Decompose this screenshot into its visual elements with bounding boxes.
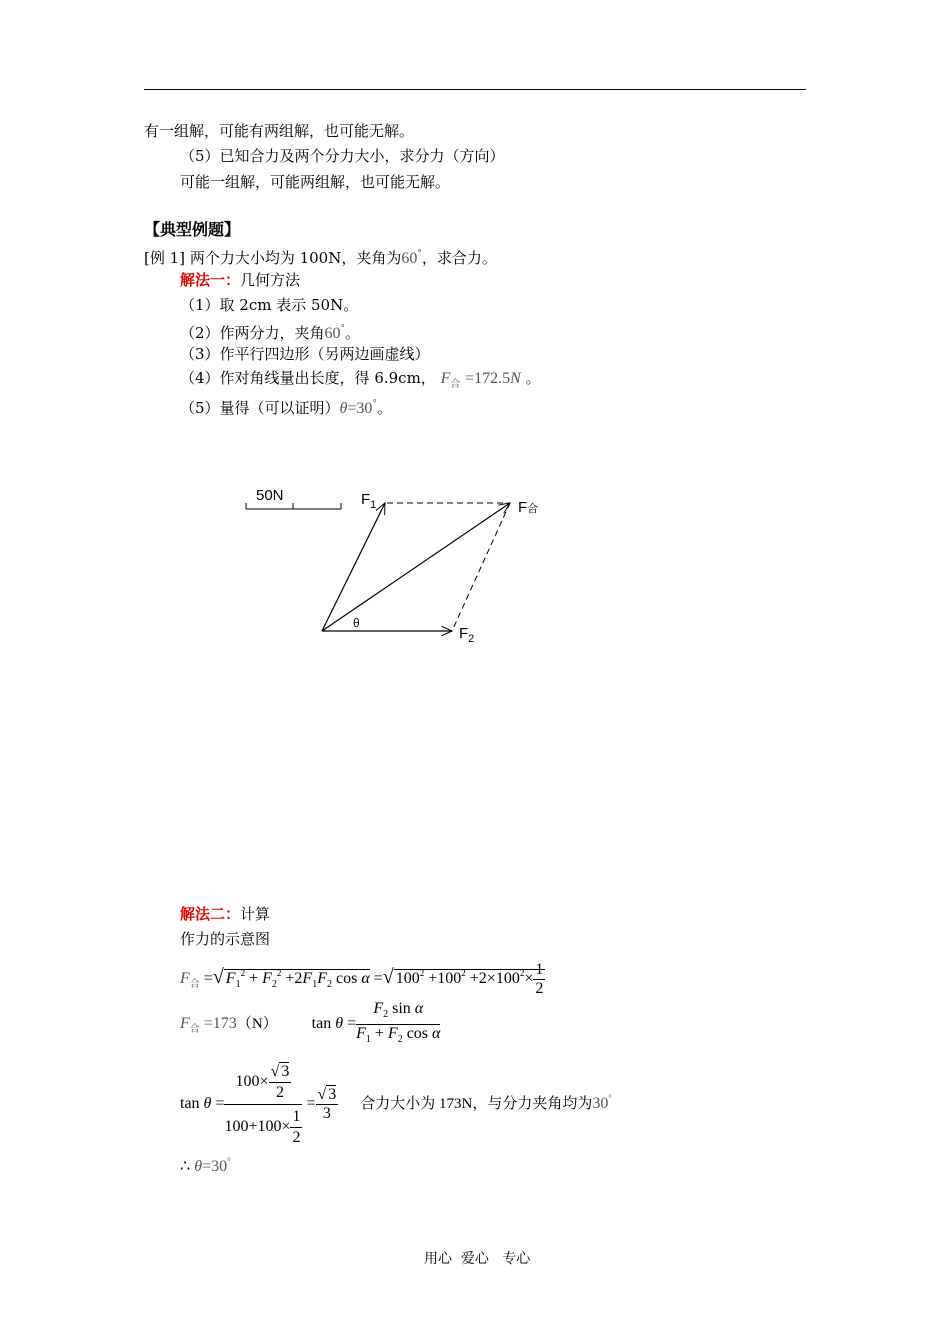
page-footer: 用心 爱心 专心 — [424, 1251, 531, 1267]
method-1-step-2 — [180, 319, 360, 344]
step-2-angle: 60 — [324, 325, 341, 342]
step-5-degree: ° — [372, 399, 377, 409]
eq2-unit: （N） — [236, 1016, 278, 1033]
method-1-label: 解法一： — [180, 271, 241, 289]
eq2-tan: tan — [311, 1015, 332, 1033]
eq3-equals-2: = — [306, 1095, 316, 1112]
eq3-conclusion: 合力大小为 173N，与分力夹角均为 — [360, 1096, 593, 1112]
method-1-heading — [180, 270, 300, 290]
eq1-radical-1: √ — [212, 966, 224, 988]
step-4-value: =172.5 — [465, 370, 511, 387]
theta-label: θ — [353, 616, 360, 630]
eq1-radical-2: √ — [382, 966, 394, 988]
final-result — [180, 1150, 231, 1178]
step-4-text: （4）作对角线量出长度，得 6.9cm， — [180, 369, 436, 387]
question-text-a: 两个力大小均为 100N，夹角为 — [189, 249, 402, 267]
eq3-degree: ° — [608, 1093, 612, 1103]
method-1-step-4 — [180, 368, 541, 395]
eq2-F: F — [180, 1015, 190, 1033]
eq1-sub: 合 — [189, 979, 200, 990]
eq1-radicand-2: $100^2 +100^2 +2\times 100^2\times$ $\frac{1}{2}$ — [395, 960, 544, 997]
question-text-b: ，求合力。 — [421, 249, 497, 267]
step-5-end: 。 — [376, 399, 392, 417]
eq1-radicand-1: $F_1^2 + F_2^2 +2F_1F_2$ cos α — [225, 968, 370, 990]
eq2-sub: 合 — [189, 1024, 200, 1036]
method-1-title: 几何方法 — [240, 271, 301, 289]
fhe-label: F合 — [518, 499, 539, 516]
angle-value: 60 — [401, 250, 418, 267]
header-rule — [144, 89, 806, 90]
eq3-result: $\frac{√ 3}{3}$ — [317, 1085, 337, 1122]
eq2-value: =173 — [203, 1015, 237, 1033]
final-value: =30 — [202, 1158, 228, 1175]
step-4-unit: N — [510, 370, 521, 387]
eq1-half: $\frac{1}{2}$ — [535, 960, 544, 997]
eq1-equals: = — [203, 970, 213, 987]
step-2-text: （2）作两分力，夹角 — [180, 324, 325, 342]
final-theta: θ — [194, 1158, 203, 1175]
method-2-heading — [180, 904, 270, 924]
eq3-equals: = — [215, 1095, 225, 1112]
step-5-theta: θ — [339, 400, 348, 417]
eq3-tan: tan — [180, 1095, 200, 1112]
f1-arrow — [322, 503, 385, 631]
resultant-arrow — [322, 503, 510, 631]
step-4-end: 。 — [525, 369, 541, 387]
parallelogram-diagram — [230, 475, 560, 655]
method-1-step-1: （1）取 2cm 表示 50N。 — [180, 296, 359, 314]
step-4-sub: 合 — [450, 379, 461, 390]
degree-mark: ° — [417, 249, 422, 259]
f1-label: $F_1$ — [361, 491, 377, 511]
therefore-symbol: ∴ — [180, 1158, 191, 1175]
eq2-fraction: $\frac{F_2 \sin \alpha}{F_1 + F_2 \cos \alpha}$ — [356, 1000, 441, 1045]
method-1-step-5 — [180, 394, 392, 419]
step-4-F: F — [440, 370, 451, 387]
example-tag: [例 1] — [144, 249, 186, 267]
scale-label: 50N — [256, 487, 284, 504]
equation-1 — [180, 950, 545, 996]
method-1-step-3: （3）作平行四边形（另两边画虚线） — [180, 345, 430, 363]
eq3-angle: 30 — [592, 1095, 609, 1112]
eq2-theta: θ — [335, 1015, 344, 1033]
step-2-degree: ° — [340, 324, 346, 334]
method-2-title: 计算 — [240, 905, 271, 923]
eq3-fraction: 100× $\frac{√ 3}{2}$ 100+100× $\frac{1}{2}$ — [224, 1060, 302, 1149]
step-2-end: 。 — [345, 324, 361, 342]
intro-line-3: 可能一组解，可能两组解，也可能无解。 — [180, 173, 451, 191]
intro-line-1: 有一组解，可能有两组解，也可能无解。 — [144, 122, 415, 140]
eq1-F: F — [180, 970, 190, 987]
equation-2 — [180, 1000, 440, 1048]
final-degree: ° — [227, 1156, 231, 1166]
step-5-value: =30 — [347, 400, 373, 417]
method-2-line-1: 作力的示意图 — [180, 930, 271, 948]
step-5-text: （5）量得（可以证明） — [180, 399, 340, 417]
method-2-label: 解法二： — [180, 905, 241, 923]
intro-line-2: （5）已知合力及两个分力大小，求分力（方向） — [180, 147, 505, 165]
example-1-question — [144, 244, 497, 269]
eq2-equals: = — [347, 1015, 357, 1033]
f2-label: $F_2$ — [459, 625, 475, 645]
section-title: 【典型例题】 — [144, 220, 241, 239]
eq3-theta: θ — [203, 1095, 212, 1112]
eq1-equals-2: = — [373, 970, 383, 987]
equation-3 — [180, 1052, 612, 1144]
